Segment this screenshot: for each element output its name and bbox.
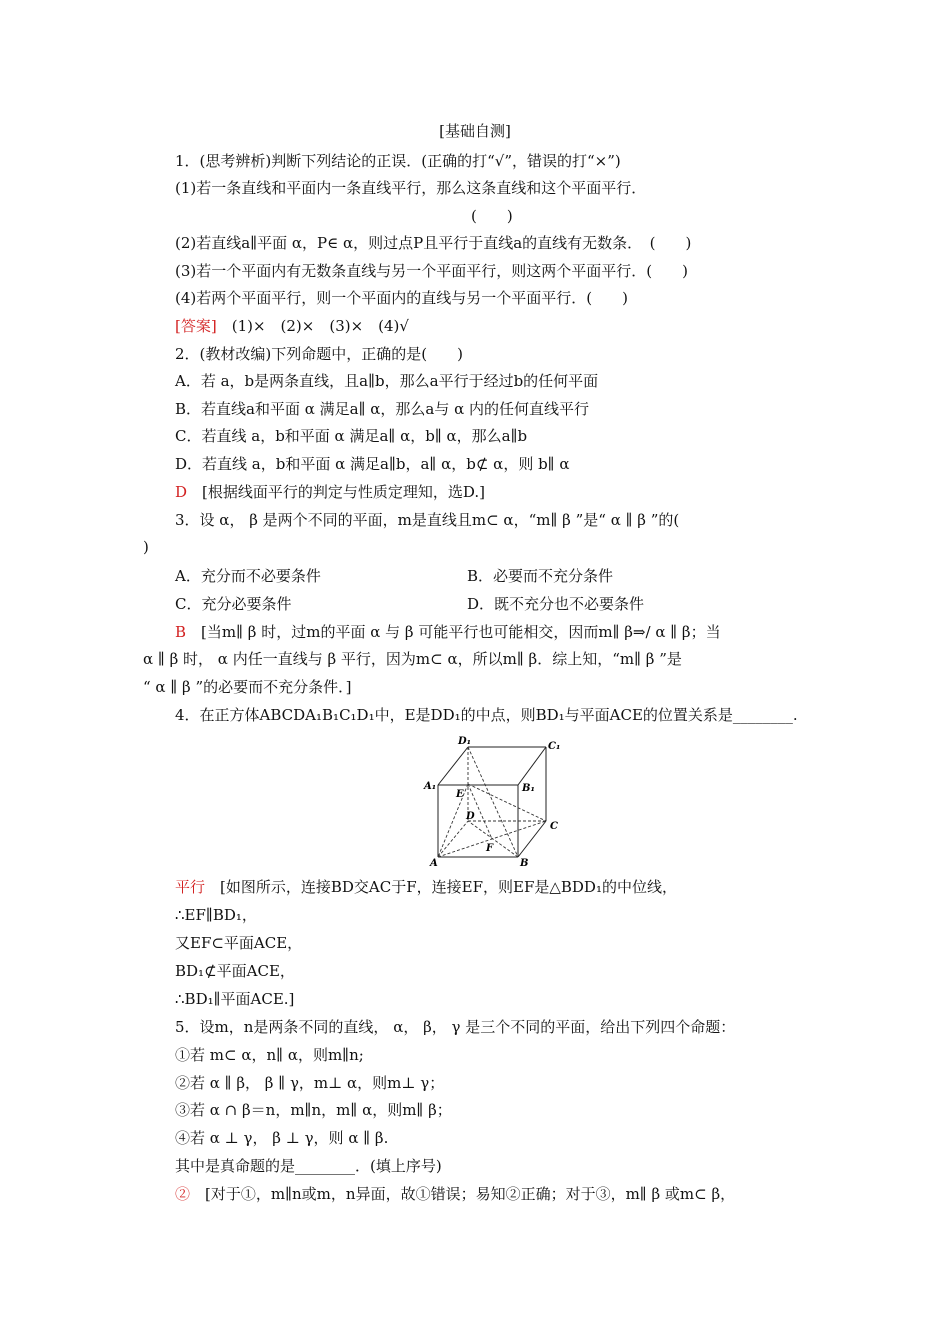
answer-text: [根据线面平行的判定与性质定理知，选D.] xyxy=(187,483,485,501)
q3-answer-cont: α ∥ β 时， α 内任一直线与 β 平行，因为m⊂ α，所以m∥ β．综上知，“m∥ β ”是 xyxy=(143,650,682,668)
q1-answer xyxy=(175,316,950,336)
q4-answer-line: 又EF⊂平面ACE， xyxy=(175,934,303,952)
answer-text: [当m∥ β 时，过m的平面 α 与 β 可能平行也可能相交，因而m∥ β⇒/ α ∥ β；当 xyxy=(186,623,721,641)
label-a1: A₁ xyxy=(424,781,437,792)
label-b: B xyxy=(520,858,529,867)
q1-item: (4)若两个平面平行，则一个平面内的直线与另一个平面平行．( ) xyxy=(175,289,628,307)
q3-stem-cont: ) xyxy=(143,538,149,556)
q2-answer xyxy=(175,482,950,502)
answer-text: [如图所示，连接BD交AC于F，连接EF，则EF是△BDD₁的中位线， xyxy=(205,878,677,896)
q5-item: ③若 α ∩ β＝n，m∥n，m∥ α，则m∥ β； xyxy=(175,1101,452,1119)
answer-text: (1)× (2)× (3)× (4)√ xyxy=(216,317,409,335)
q5-answer xyxy=(175,1184,950,1204)
answer-label: [答案] xyxy=(175,317,217,335)
q4-stem: 4．在正方体ABCDA₁B₁C₁D₁中，E是DD₁的中点，则BD₁与平面ACE的位置关系是________. xyxy=(175,706,798,724)
label-c1: C₁ xyxy=(548,741,561,752)
label-e: E xyxy=(456,789,464,800)
q3-answer xyxy=(175,622,950,642)
edge-a1d1 xyxy=(438,747,468,785)
q4-answer-line: BD₁⊄平面ACE， xyxy=(175,962,295,980)
q3-stem: 3．设 α， β 是两个不同的平面，m是直线且m⊂ α，“m∥ β ”是“ α ∥ β ”的( xyxy=(175,511,680,529)
q4-answer xyxy=(175,877,950,897)
label-d: D xyxy=(466,811,475,822)
edge-b1c1 xyxy=(518,747,546,785)
answer-letter: B xyxy=(175,623,187,641)
q3-option: B．必要而不充分条件 xyxy=(467,567,614,585)
answer-text: [对于①，m∥n或m，n异面，故①错误；易知②正确；对于③，m∥ β 或m⊂ β， xyxy=(190,1185,736,1203)
answer-mark: ② xyxy=(175,1185,191,1203)
q3-option: D．既不充分也不必要条件 xyxy=(467,595,645,613)
section-title: [基础自测] xyxy=(439,122,511,140)
q4-answer-line: ∴BD₁∥平面ACE.] xyxy=(175,990,295,1008)
q3-option: A．充分而不必要条件 xyxy=(175,567,321,585)
q2-option: A．若 a，b是两条直线，且a∥b，那么a平行于经过b的任何平面 xyxy=(175,372,599,390)
q5-item: ①若 m⊂ α，n∥ α，则m∥n; xyxy=(175,1046,364,1064)
label-d1: D₁ xyxy=(458,736,472,747)
q3-option: C．充分必要条件 xyxy=(175,595,292,613)
label-f: F xyxy=(486,843,494,854)
segment-d1b xyxy=(468,747,518,857)
q4-answer-line: ∴EF∥BD₁， xyxy=(175,906,257,924)
q5-item: ②若 α ∥ β， β ∥ γ，m⊥ α，则m⊥ γ； xyxy=(175,1074,445,1092)
label-c: C xyxy=(550,821,558,832)
q2-option: C．若直线 a，b和平面 α 满足a∥ α，b∥ α，那么a∥b xyxy=(175,427,528,445)
q1-item: (2)若直线a∥平面 α，P∈ α，则过点P且平行于直线a的直线有无数条． ( ) xyxy=(175,234,692,252)
q5-stem: 5．设m，n是两条不同的直线， α， β， γ 是三个不同的平面，给出下列四个命题： xyxy=(175,1018,736,1036)
q1-stem: 1．(思考辨析)判断下列结论的正误．(正确的打“√”，错误的打“×”) xyxy=(175,152,621,170)
q5-question: 其中是真命题的是________．(填上序号) xyxy=(175,1157,442,1175)
q1-item: ( ) xyxy=(471,207,513,225)
answer-word: 平行 xyxy=(175,878,206,896)
q2-option: B．若直线a和平面 α 满足a∥ α，那么a与 α 内的任何直线平行 xyxy=(175,400,590,418)
answer-letter: D xyxy=(175,483,188,501)
label-b1: B₁ xyxy=(522,783,535,794)
edge-bc xyxy=(518,821,546,857)
q5-item: ④若 α ⊥ γ， β ⊥ γ，则 α ∥ β. xyxy=(175,1129,389,1147)
q2-stem: 2．(教材改编)下列命题中，正确的是( ) xyxy=(175,345,463,363)
cube-figure xyxy=(418,735,578,867)
q2-option: D．若直线 a，b和平面 α 满足a∥b，a∥ α，b⊄ α，则 b∥ α xyxy=(175,455,570,473)
label-a: A xyxy=(430,858,438,867)
q1-item: (1)若一条直线和平面内一条直线平行，那么这条直线和这个平面平行． xyxy=(175,179,647,197)
q3-answer-cont: “ α ∥ β ”的必要而不充分条件．] xyxy=(143,678,352,696)
q1-item: (3)若一个平面内有无数条直线与另一个平面平行，则这两个平面平行．( ) xyxy=(175,262,688,280)
